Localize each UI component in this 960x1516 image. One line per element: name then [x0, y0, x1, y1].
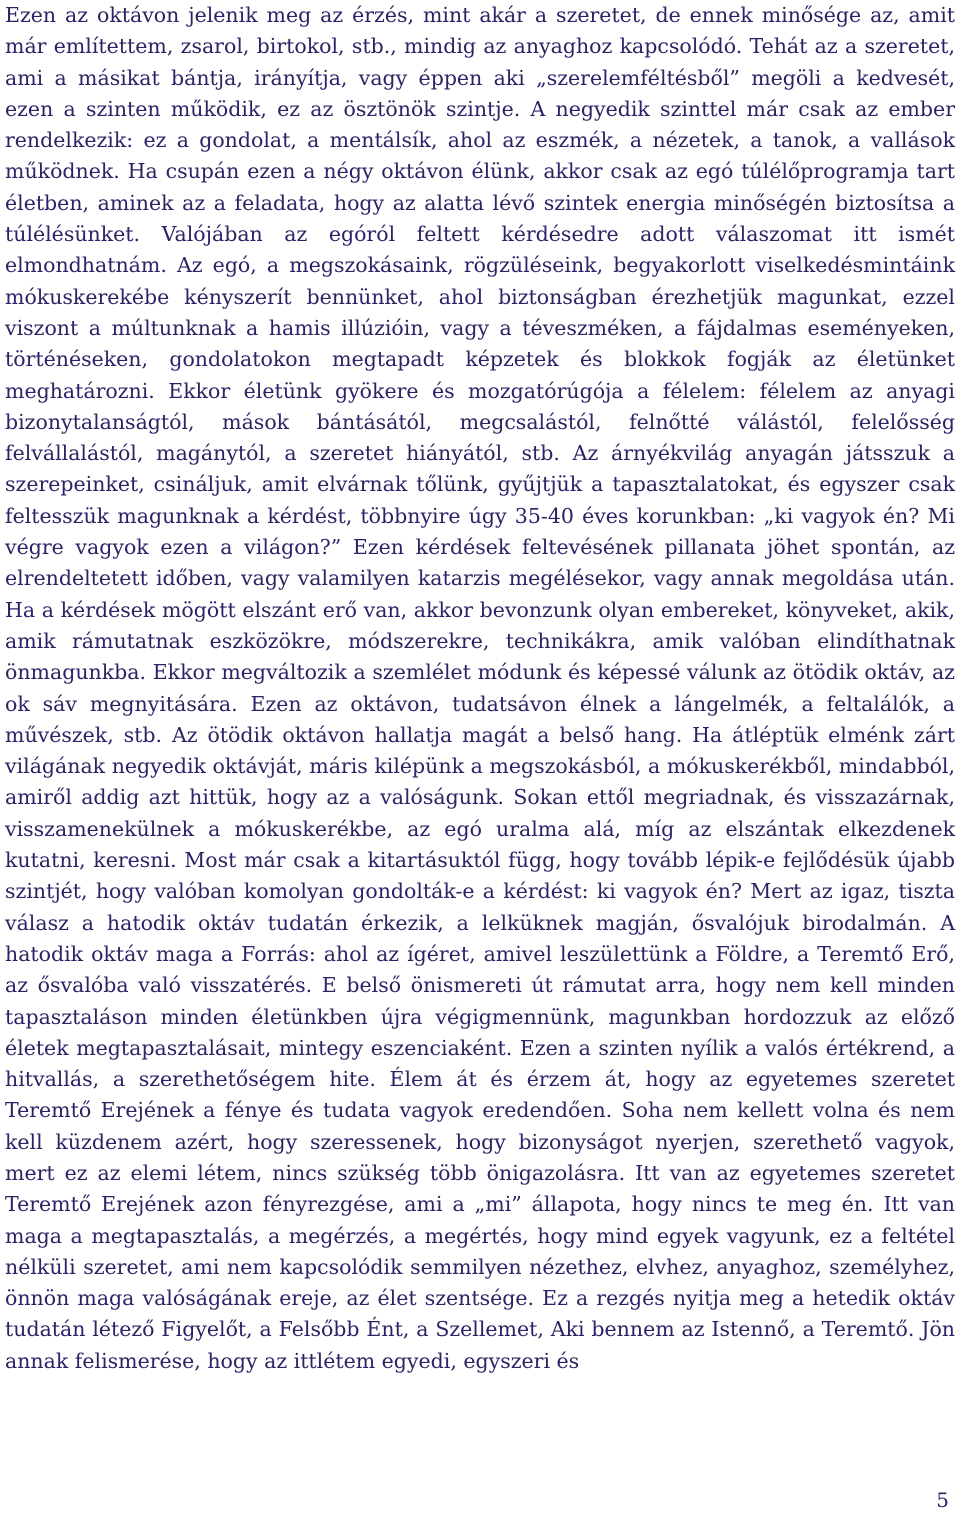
body-paragraph: Ezen az oktávon jelenik meg az érzés, mint akár a szeretet, de ennek minősége az, amit már említettem, zsarol, birtokol, stb., mindig az anyaghoz kapcsolódó. Tehát az a szeretet, ami a másikat bántja, irányítja, vagy éppen aki „szerelemféltésből” megöli a kedvesét, ezen a szinten működik, ez az ösztönök szintje. A negyedik szinttel már csak az ember rendelkezik: ez a gondolat, a mentálsík, ahol az eszmék, a nézetek, a tanok, a vallások működnek. Ha csupán ezen a négy oktávon élünk, akkor csak az egó túlélőprogramja tart életben, aminek az a feladata, hogy az alatta lévő szintek energia minőségén biztosítsa a túlélésünket. Valójában az egóról feltett kérdésedre adott válaszomat itt ismét elmondhatnám. Az egó, a megszokásaink, rögzüléseink, begyakorlott viselkedésmintáink mókuskerekébe kényszerít bennünket, ahol biztonságban érezhetjük magunkat, ezzel viszont a múltunknak a hamis illúzióin, vagy a téveszméken, a fájdalmas eseményeken, történéseken, gondolatokon megtapadt képzetek és blokkok fogják az életünket meghatározni. Ekkor életünk gyökere és mozgatórúgója a félelem: félelem az anyagi bizonytalanságtól, mások bántásától, megcsalástól, felnőtté válástól, felelősség felvállalástól, magánytól, a szeretet hiányától, stb. Az árnyékvilág anyagán játsszuk a szerepeinket, csináljuk, amit elvárnak tőlünk, gyűjtjük a tapasztalatokat, és egyszer csak feltesszük magunknak a kérdést, többnyire úgy 35-40 éves korunkban: „ki vagyok én? Mi végre vagyok ezen a világon?” Ezen kérdések feltevésének pillanata jöhet spontán, az elrendeltetett időben, vagy valamilyen katarzis megélésekor, vagy annak megoldása után. Ha a kérdések mögött elszánt erő van, akkor bevonzunk olyan embereket, könyveket, akik, amik rámutatnak eszközökre, módszerekre, technikákra, amik valóban elindíthatnak önmagunkba. Ekkor megváltozik a szemlélet módunk és képessé válunk az ötödik oktáv, az ok sáv megnyitására. Ezen az oktávon, tudatsávon élnek a lángelmék, a feltalálók, a művészek, stb. Az ötödik oktávon hallatja magát a belső hang. Ha átléptük elménk zárt világának negyedik oktávját, máris kilépünk a megszokásból, a mókuskerékből, mindabból, amiről addig azt hittük, hogy az a valóságunk. Sokan ettől megriadnak, és visszazárnak, visszamenekülnek a mókuskerékbe, az egó uralma alá, míg az elszántak elkezdenek kutatni, keresni. Most már csak a kitartásuktól függ, hogy tovább lépik-e fejlődésük újabb szintjét, hogy valóban komolyan gondolták-e a kérdést: ki vagyok én? Mert az igaz, tiszta válasz a hatodik oktáv tudatán érkezik, a lelküknek magján, ősvalójuk birodalmán. A hatodik oktáv maga a Forrás: ahol az ígéret, amivel leszülettünk a Földre, a Teremtő Erő, az ősvalóba való visszatérés. E belső önismereti út rámutat arra, hogy nem kell minden tapasztaláson minden életünkben újra végigmennünk, magunkban hordozzuk az előző életek megtapasztalásait, mintegy eszenciaként. Ezen a szinten nyílik a valós értékrend, a hitvallás, a szerethetőségem hite. Élem át és érzem át, hogy az egyetemes szeretet Teremtő Erejének a fénye és tudata vagyok eredendően. Soha nem kellett volna és nem kell küzdenem azért, hogy szeressenek, hogy bizonyságot nyerjen, szerethető vagyok, mert ez az elemi létem, nincs szükség több önigazolásra. Itt van az egyetemes szeretet Teremtő Erejének azon fényrezgése, ami a „mi” állapota, hogy nincs te meg én. Itt van maga a megtapasztalás, a megérzés, a megértés, hogy mind egyek vagyunk, ez a feltétel nélküli szeretet, ami nem kapcsolódik semmilyen nézethez, elvhez, anyaghoz, személyhez, önnön maga valóságának ereje, az élet szentsége. Ez a rezgés nyitja meg a hetedik oktáv tudatán létező Figyelőt, a Felsőbb Ént, a Szellemet, Aki bennem az Istennő, a Teremtő. Jön annak felismerése, hogy az ittlétem egyedi, egyszeri és	[5, 3, 955, 1373]
document-page	[5, 0, 955, 1516]
page-number: 5	[936, 1488, 949, 1512]
